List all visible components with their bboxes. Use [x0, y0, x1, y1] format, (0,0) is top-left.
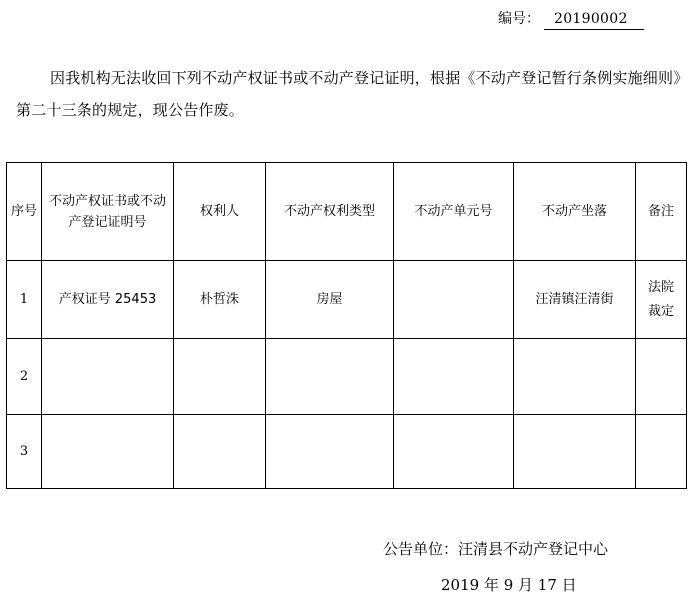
announcement-intro: 因我机构无法收回下列不动产权证书或不动产登记证明，根据《不动产登记暂行条例实施细则》第二十三条的规定，现公告作废。 [16, 69, 681, 119]
row-remark [636, 415, 687, 489]
header-location: 不动产坐落 [514, 163, 636, 261]
header-remark: 备注 [636, 163, 687, 261]
row-location [514, 339, 636, 415]
row-right-type: 房屋 [266, 261, 394, 339]
row-index: 1 [7, 261, 42, 339]
row-remark [636, 339, 687, 415]
document-number [498, 9, 644, 30]
header-index: 序号 [7, 163, 42, 261]
issue-date: 2019 年 9 月 17 日 [441, 576, 577, 594]
row-certificate-number: 产权证号 25453 [42, 261, 174, 339]
row-index: 2 [7, 339, 42, 415]
row-certificate-number [42, 339, 174, 415]
row-unit-number [394, 415, 514, 489]
certificate-table [6, 162, 687, 489]
header-right-holder: 权利人 [174, 163, 266, 261]
document-number-label: 编号： [498, 11, 540, 27]
row-remark [636, 261, 687, 339]
table-header-row [7, 163, 687, 261]
table-row [7, 339, 687, 415]
issuer-signature: 公告单位：汪清县不动产登记中心 [383, 540, 609, 558]
row-unit-number [394, 339, 514, 415]
row-right-type [266, 339, 394, 415]
row-right-holder [174, 415, 266, 489]
header-certificate-number: 不动产权证书或不动产登记证明号 [42, 163, 174, 261]
row-remark-text: 法院裁定 [648, 279, 675, 319]
row-right-type [266, 415, 394, 489]
table-row [7, 261, 687, 339]
row-right-holder: 朴哲洙 [174, 261, 266, 339]
row-location: 汪清镇汪清街 [514, 261, 636, 339]
row-unit-number [394, 261, 514, 339]
row-certificate-number [42, 415, 174, 489]
row-location [514, 415, 636, 489]
header-unit-number: 不动产单元号 [394, 163, 514, 261]
row-index: 3 [7, 415, 42, 489]
document-number-value: 20190002 [544, 9, 644, 30]
header-right-type: 不动产权利类型 [266, 163, 394, 261]
row-right-holder [174, 339, 266, 415]
table-row [7, 415, 687, 489]
